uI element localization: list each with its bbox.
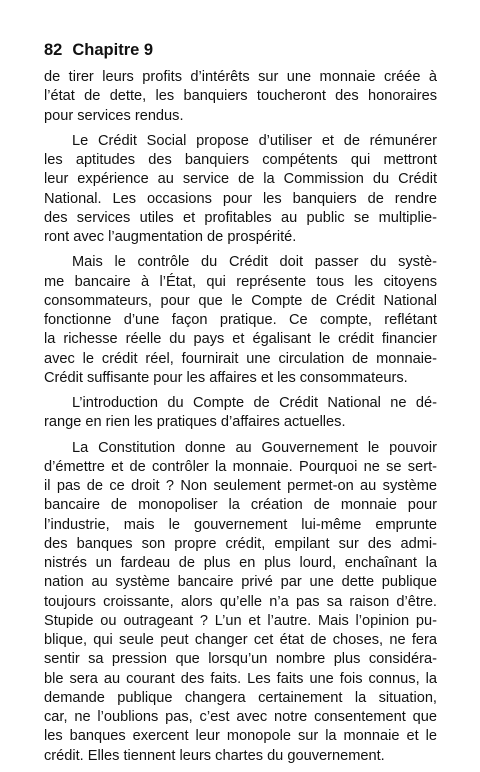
text-line: Stupide ou outrageant ? L’un et l’autre. Mais l’opinion pu- — [44, 612, 437, 629]
text-line: sentir sa pression que lorsqu’un nombre plus considéra- — [44, 651, 437, 668]
text-line: il pas de ce droit ? Non seulement permet-on au système — [44, 478, 437, 494]
text-line: nistrés un fardeau de plus en plus lourd, enchaînant la — [44, 555, 437, 571]
text-line: l’industrie, mais le gouvernement lui-même emprunte — [44, 516, 437, 533]
text-line: demande publique changera certainement la situation, — [44, 689, 437, 706]
body-text — [44, 68, 437, 766]
text-line: avec le crédit réel, fournirait une circulation de monnaie- — [44, 350, 437, 367]
text-line: ront avec l’augmentation de prospérité. — [44, 229, 297, 245]
text-line: d’émettre et de contrôler la monnaie. Pourquoi ne se sert- — [44, 458, 437, 475]
text-line: les aptitudes des banquiers compétents qui mettront — [44, 152, 437, 168]
text-line: les banques exercent leur monopole sur la monnaie et le — [44, 728, 437, 745]
text-line: fonctionne d’une façon pratique. Ce compte, reflétant — [44, 312, 437, 328]
running-header — [44, 40, 437, 60]
text-line: Crédit suffisante pour les affaires et les consommateurs. — [44, 369, 408, 386]
text-line: leur expérience au service de la Commission du Crédit — [44, 171, 437, 188]
text-line: Mais le contrôle du Crédit doit passer du systè- — [72, 254, 437, 271]
text-line: me bancaire à l’État, qui représente tous les citoyens — [44, 273, 437, 290]
text-line: des banques son propre crédit, empilant sur des admi- — [44, 535, 437, 552]
text-line: L’introduction du Compte de Crédit National ne dé- — [72, 395, 437, 411]
text-line: l’état de dette, les banquiers toucheront des honoraires — [44, 88, 437, 105]
text-line: ble sera au courant des faits. Les faits une fois connus, la — [44, 670, 437, 687]
text-line: Le Crédit Social propose d’utiliser et de rémunérer — [72, 132, 437, 149]
book-page — [44, 40, 437, 772]
text-line: la richesse réelle du pays et égalisant le crédit financier — [44, 331, 437, 348]
text-line: crédit. Elles tiennent leurs chartes du gouvernement. — [44, 747, 385, 764]
text-line: National. Les occasions pour les banquiers de rendre — [44, 190, 437, 207]
text-line: des services utiles et profitables au public se multiplie- — [44, 209, 437, 226]
text-line: blique, qui seule peut changer cet état de choses, ne fera — [44, 632, 437, 648]
paragraph — [44, 439, 437, 766]
paragraph — [44, 253, 437, 388]
text-line: range en rien les pratiques d’affaires actuelles. — [44, 414, 346, 431]
text-line: car, ne l’oublions pas, c’est avec notre consentement que — [44, 709, 437, 725]
text-line: La Constitution donne au Gouvernement le pouvoir — [72, 439, 437, 456]
page-number: 82 — [44, 41, 63, 59]
text-line: de tirer leurs profits d’intérêts sur une monnaie créée à — [44, 69, 437, 85]
text-line: pour services rendus. — [44, 107, 184, 124]
text-line: consommateurs, pour que le Compte de Crédit National — [44, 292, 437, 309]
text-line: bancaire de monopoliser la création de monnaie pour — [44, 497, 437, 514]
chapter-title: Chapitre 9 — [72, 41, 154, 59]
text-line: toujours croissante, alors qu’elle n’a pas sa raison d’être. — [44, 593, 437, 610]
paragraph — [44, 68, 437, 126]
paragraph — [44, 394, 437, 433]
paragraph — [44, 132, 437, 248]
text-line: nation au système bancaire privé par une dette publique — [44, 574, 437, 591]
